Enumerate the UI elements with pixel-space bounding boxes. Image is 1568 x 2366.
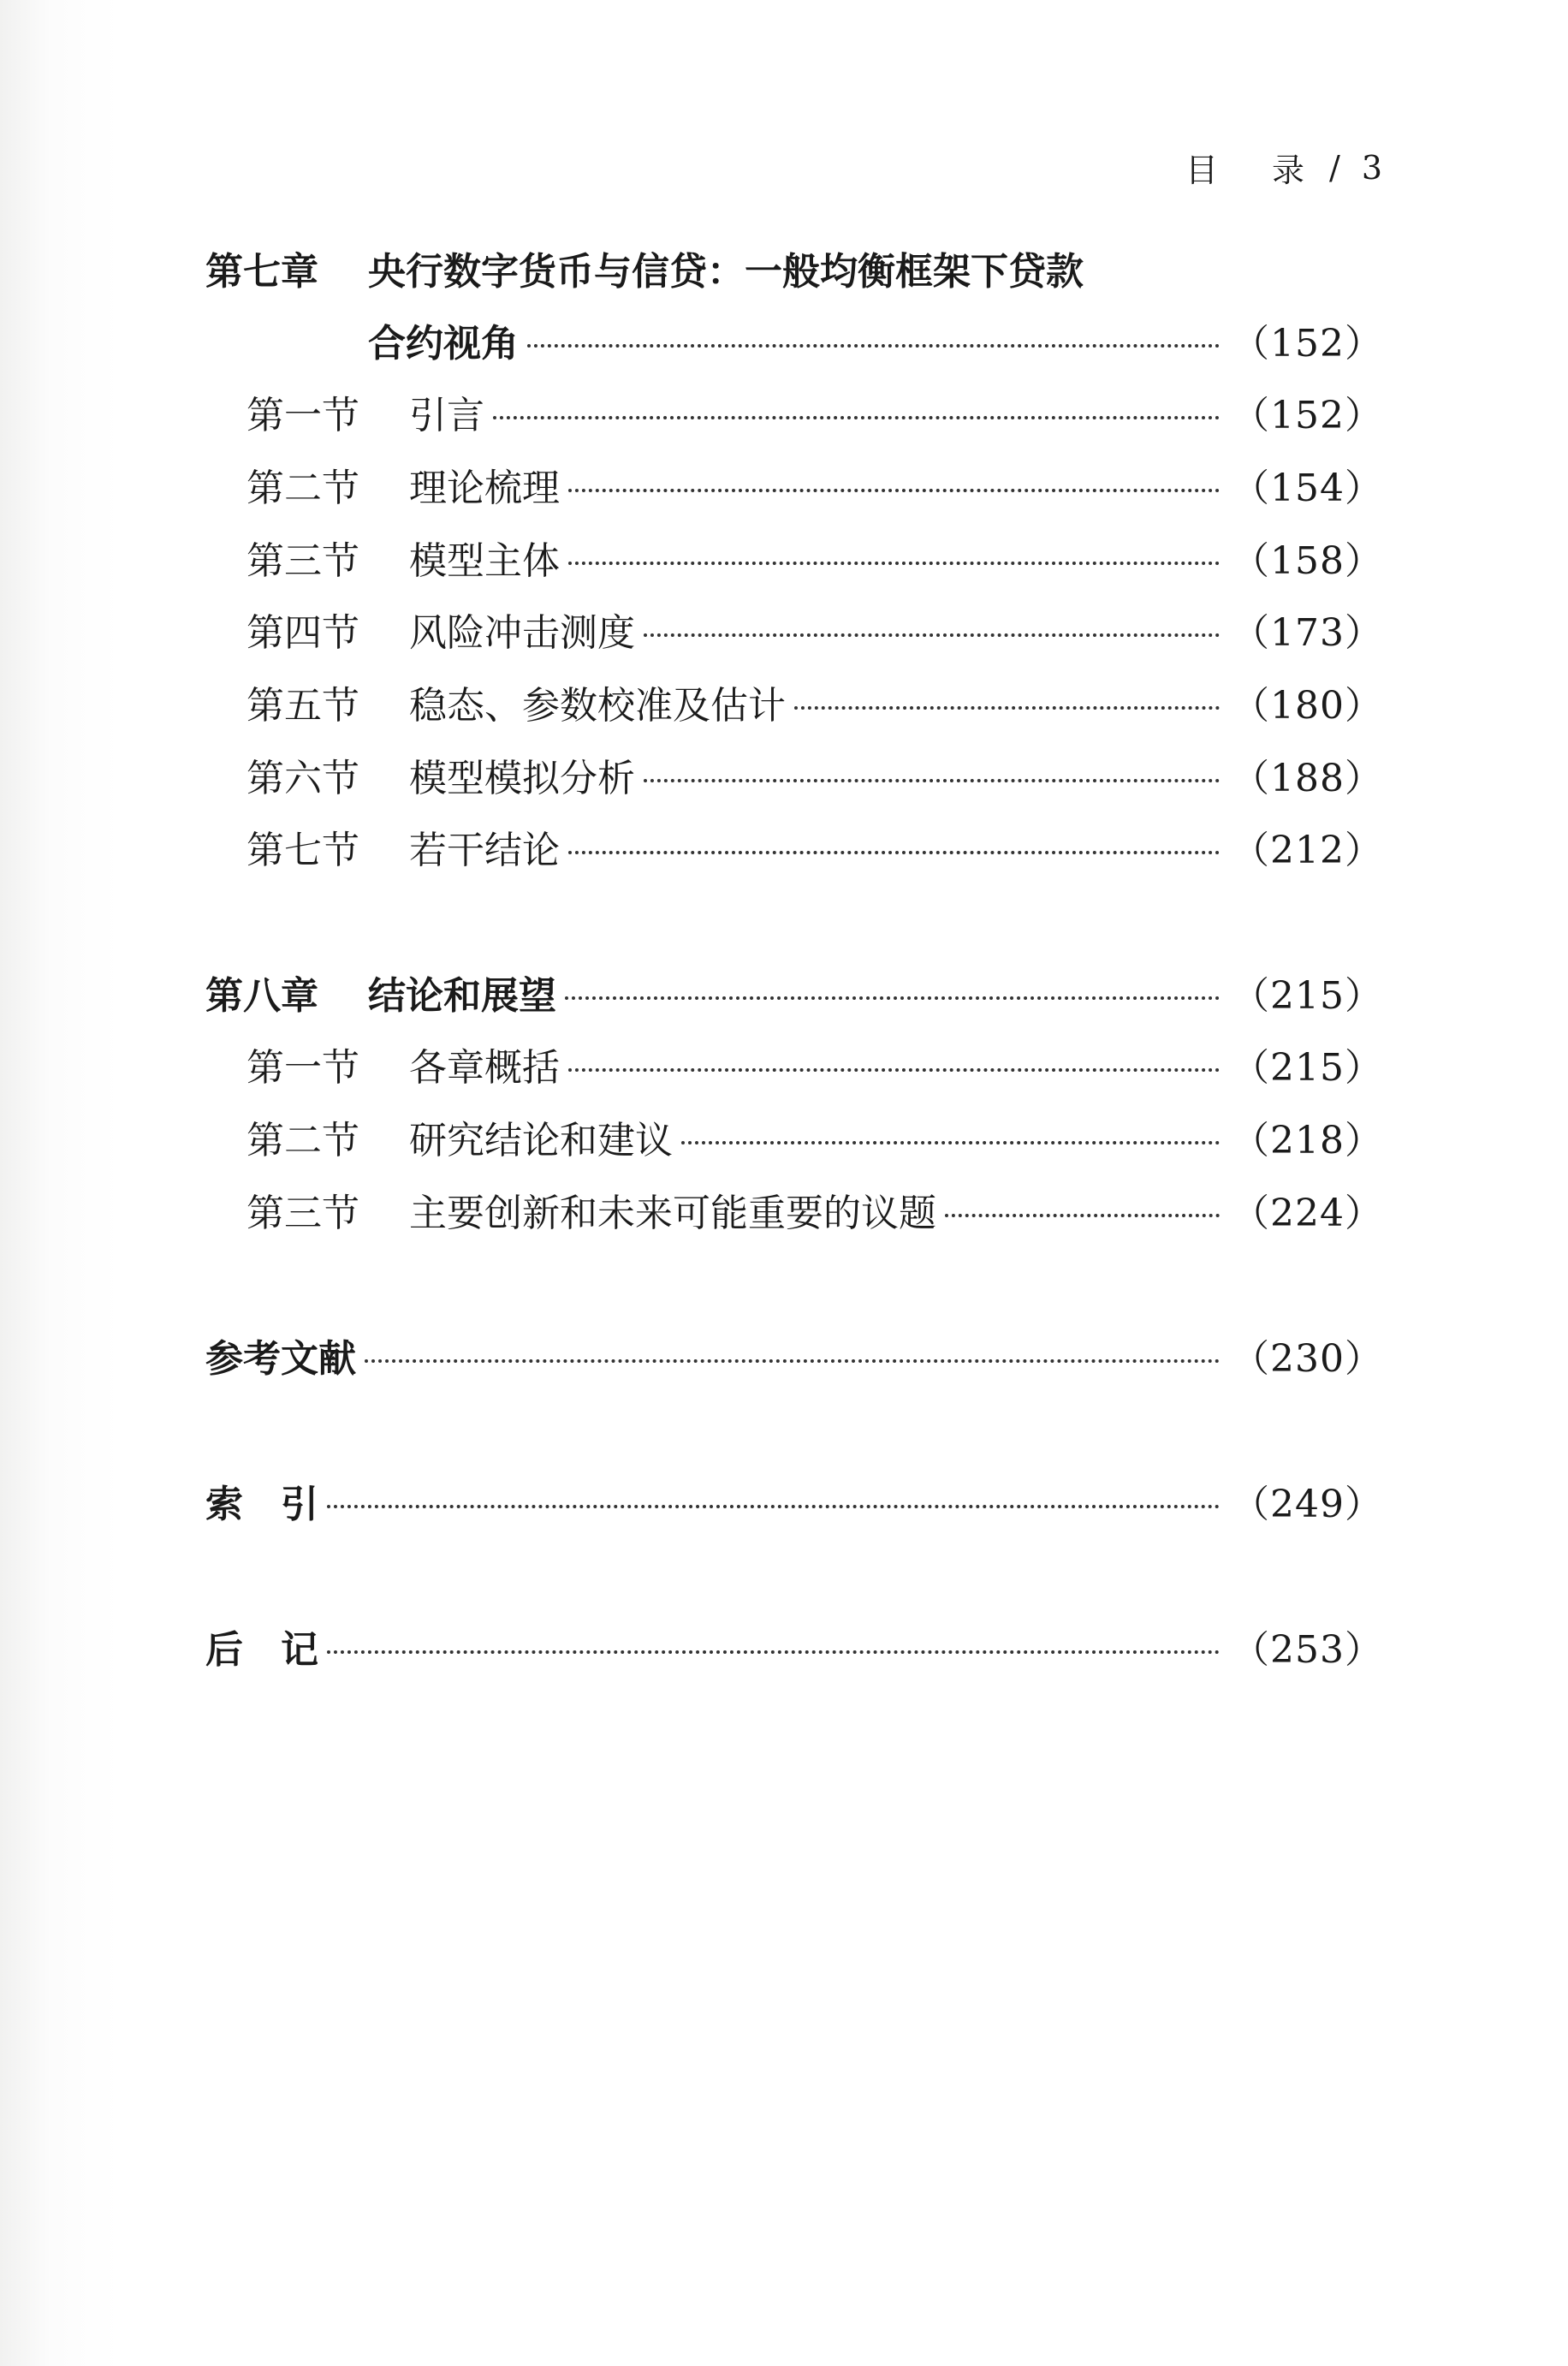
toc-entry[interactable]: [246, 757, 1383, 800]
toc-entry[interactable]: [246, 394, 1383, 437]
section-title: 模型主体: [409, 539, 560, 583]
dot-leader: [365, 1359, 1220, 1363]
references-title: 参考文献: [205, 1337, 356, 1381]
dot-leader: [327, 1650, 1220, 1654]
running-head: [1185, 144, 1383, 191]
page-ref: （218）: [1232, 1119, 1383, 1162]
toc-chapter-8[interactable]: [205, 974, 1383, 1018]
section-number: 第五节: [246, 684, 359, 728]
dot-leader: [527, 344, 1220, 348]
section-number: 第三节: [246, 539, 359, 583]
section-title: 稳态、参数校准及估计: [409, 684, 786, 728]
section-number: 第七节: [246, 829, 359, 872]
section-title: 理论梳理: [409, 467, 560, 510]
page-ref: （215）: [1232, 974, 1383, 1018]
page-ref: （230）: [1232, 1337, 1383, 1381]
running-head-lu: 录: [1271, 152, 1305, 189]
section-title: 若干结论: [409, 829, 560, 872]
section-title: 各章概括: [409, 1046, 560, 1090]
toc-references[interactable]: [205, 1337, 1383, 1381]
page-ref: （158）: [1232, 539, 1383, 583]
dot-leader: [568, 851, 1220, 854]
page-ref: （173）: [1232, 611, 1383, 655]
page-ref: （249）: [1232, 1483, 1383, 1526]
toc-index[interactable]: [205, 1483, 1383, 1526]
running-head-mu: 目: [1185, 152, 1219, 189]
page-ref: （154）: [1232, 467, 1383, 510]
section-number: 第六节: [246, 757, 359, 800]
chapter-number: 第七章: [205, 250, 318, 294]
chapter-title-continued: 合约视角: [368, 322, 519, 366]
toc-entry[interactable]: [246, 1046, 1383, 1090]
section-title: 模型模拟分析: [409, 757, 635, 800]
dot-leader: [945, 1214, 1220, 1217]
section-number: 第一节: [246, 394, 359, 437]
chapter-title: 央行数字货币与信贷：一般均衡框架下贷款: [368, 250, 1084, 294]
dot-leader: [568, 562, 1220, 565]
chapter-title: 结论和展望: [368, 974, 556, 1018]
section-number: 第三节: [246, 1192, 359, 1235]
toc-entry[interactable]: [246, 684, 1383, 728]
page-ref: （253）: [1232, 1628, 1383, 1672]
section-number: 第一节: [246, 1046, 359, 1090]
dot-leader: [644, 633, 1220, 637]
toc-entry[interactable]: [246, 1119, 1383, 1162]
toc-entry[interactable]: [246, 611, 1383, 655]
dot-leader: [327, 1505, 1220, 1508]
section-title: 主要创新和未来可能重要的议题: [409, 1192, 936, 1235]
page-ref: （152）: [1232, 394, 1383, 437]
dot-leader: [681, 1141, 1220, 1144]
page-ref: （188）: [1232, 757, 1383, 800]
toc-entry[interactable]: [246, 1192, 1383, 1235]
toc-chapter-7-line2[interactable]: [368, 322, 1383, 366]
running-head-separator: /: [1329, 148, 1341, 187]
page-ref: （212）: [1232, 829, 1383, 872]
page-ref: （180）: [1232, 684, 1383, 728]
index-title: 索 引: [205, 1483, 318, 1526]
section-title: 引言: [409, 394, 484, 437]
running-head-page-number: 3: [1361, 148, 1383, 187]
chapter-number: 第八章: [205, 974, 318, 1018]
dot-leader: [565, 996, 1220, 1000]
toc-postscript[interactable]: [205, 1628, 1383, 1672]
page-ref: （224）: [1232, 1192, 1383, 1235]
section-number: 第二节: [246, 467, 359, 510]
section-number: 第四节: [246, 611, 359, 655]
dot-leader: [493, 416, 1220, 419]
toc-chapter-7-line1[interactable]: [205, 250, 1383, 294]
toc-entry[interactable]: [246, 829, 1383, 872]
toc-entry[interactable]: [246, 467, 1383, 510]
dot-leader: [794, 706, 1220, 710]
dot-leader: [568, 489, 1220, 492]
section-number: 第二节: [246, 1119, 359, 1162]
dot-leader: [644, 779, 1220, 782]
postscript-title: 后 记: [205, 1628, 318, 1672]
page-ref: （152）: [1232, 322, 1383, 366]
page-ref: （215）: [1232, 1046, 1383, 1090]
dot-leader: [568, 1068, 1220, 1072]
section-title: 风险冲击测度: [409, 611, 635, 655]
toc-entry[interactable]: [246, 539, 1383, 583]
section-title: 研究结论和建议: [409, 1119, 673, 1162]
